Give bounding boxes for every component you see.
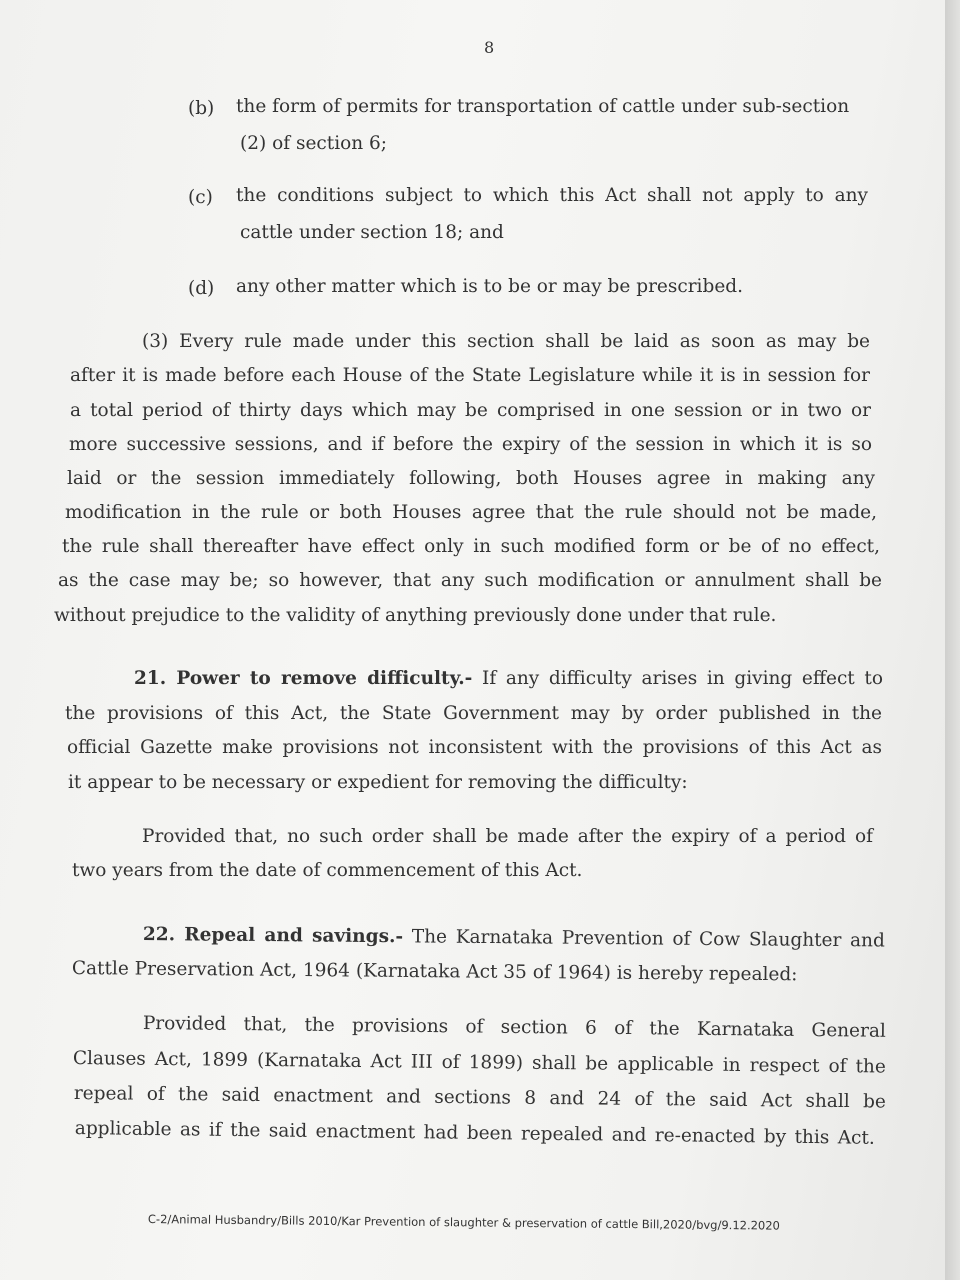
section-22-heading: 22. Repeal and savings.-: [142, 924, 404, 948]
section-21-line-2: the provisions of this Act, the State Government may by order published in the: [65, 703, 882, 724]
subsection-3-line-5: laid or the session immediately following, both Houses agree in making any: [67, 468, 875, 489]
subsection-3-line-8: as the case may be; so however, that any such modification or annulment shall be: [58, 570, 882, 591]
subsection-3-line-1: (3) Every rule made under this section shall be laid as soon as may be: [142, 331, 870, 352]
section-21-proviso-line-1: Provided that, no such order shall be made after the expiry of a period of: [142, 826, 873, 847]
section-21-line-4: it appear to be necessary or expedient for removing the difficulty:: [68, 772, 688, 793]
clause-d-line-1: any other matter which is to be or may be prescribed.: [236, 276, 743, 297]
subsection-3-line-6: modification in the rule or both Houses agree that the rule should not be made,: [65, 502, 877, 523]
subsection-3-line-7: the rule shall thereafter have effect only in such modified form or be of no effect,: [62, 536, 880, 557]
section-21-line-1: [134, 668, 883, 689]
section-22-proviso-line-4: applicable as if the said enactment had been repealed and re-enacted by this Act.: [74, 1118, 875, 1149]
clause-c-line-1: the conditions subject to which this Act shall not apply to any: [236, 185, 868, 206]
section-22-proviso-line-1: Provided that, the provisions of section 6 of the Karnataka General: [142, 1013, 886, 1042]
clause-b-line-2: (2) of section 6;: [240, 133, 388, 154]
section-22-line-1: [143, 924, 885, 951]
section-21-line-3: official Gazette make provisions not inconsistent with the provisions of this Act as: [67, 737, 882, 758]
section-21-proviso-line-2: two years from the date of commencement of this Act.: [72, 860, 583, 881]
section-22-line-1-text: The Karnataka Prevention of Cow Slaughter and: [411, 926, 885, 952]
clause-b-label: (b): [188, 98, 215, 119]
page-number: 8: [484, 38, 495, 57]
section-21-line-1-text: If any difficulty arises in giving effect to: [482, 668, 883, 689]
clause-d-label: (d): [188, 278, 215, 299]
subsection-3-line-3: a total period of thirty days which may be comprised in one session or in two or: [70, 400, 871, 421]
page-edge: [945, 0, 960, 1280]
clause-b-line-1: the form of permits for transportation of cattle under sub-section: [236, 96, 850, 117]
footer-reference: C-2/Animal Husbandry/Bills 2010/Kar Prevention of slaughter & preservation of cattle Bill,2020/bvg/9.12.2020: [147, 1212, 780, 1233]
section-22-proviso-line-2: Clauses Act, 1899 (Karnataka Act III of 1899) shall be applicable in respect of the: [72, 1048, 886, 1078]
subsection-3-line-9: without prejudice to the validity of anything previously done under that rule.: [54, 605, 777, 626]
subsection-3-line-2: after it is made before each House of the State Legislature while it is in session for: [70, 365, 870, 386]
clause-c-line-2: cattle under section 18; and: [240, 222, 504, 243]
subsection-3-line-4: more successive sessions, and if before the expiry of the session in which it is so: [69, 434, 872, 455]
clause-c-label: (c): [188, 187, 213, 208]
section-22-line-2: Cattle Preservation Act, 1964 (Karnataka Act 35 of 1964) is hereby repealed:: [71, 958, 798, 986]
section-21-heading: 21. Power to remove difficulty.-: [134, 668, 473, 689]
section-22-proviso-line-3: repeal of the said enactment and sections 8 and 24 of the said Act shall be: [73, 1083, 886, 1113]
